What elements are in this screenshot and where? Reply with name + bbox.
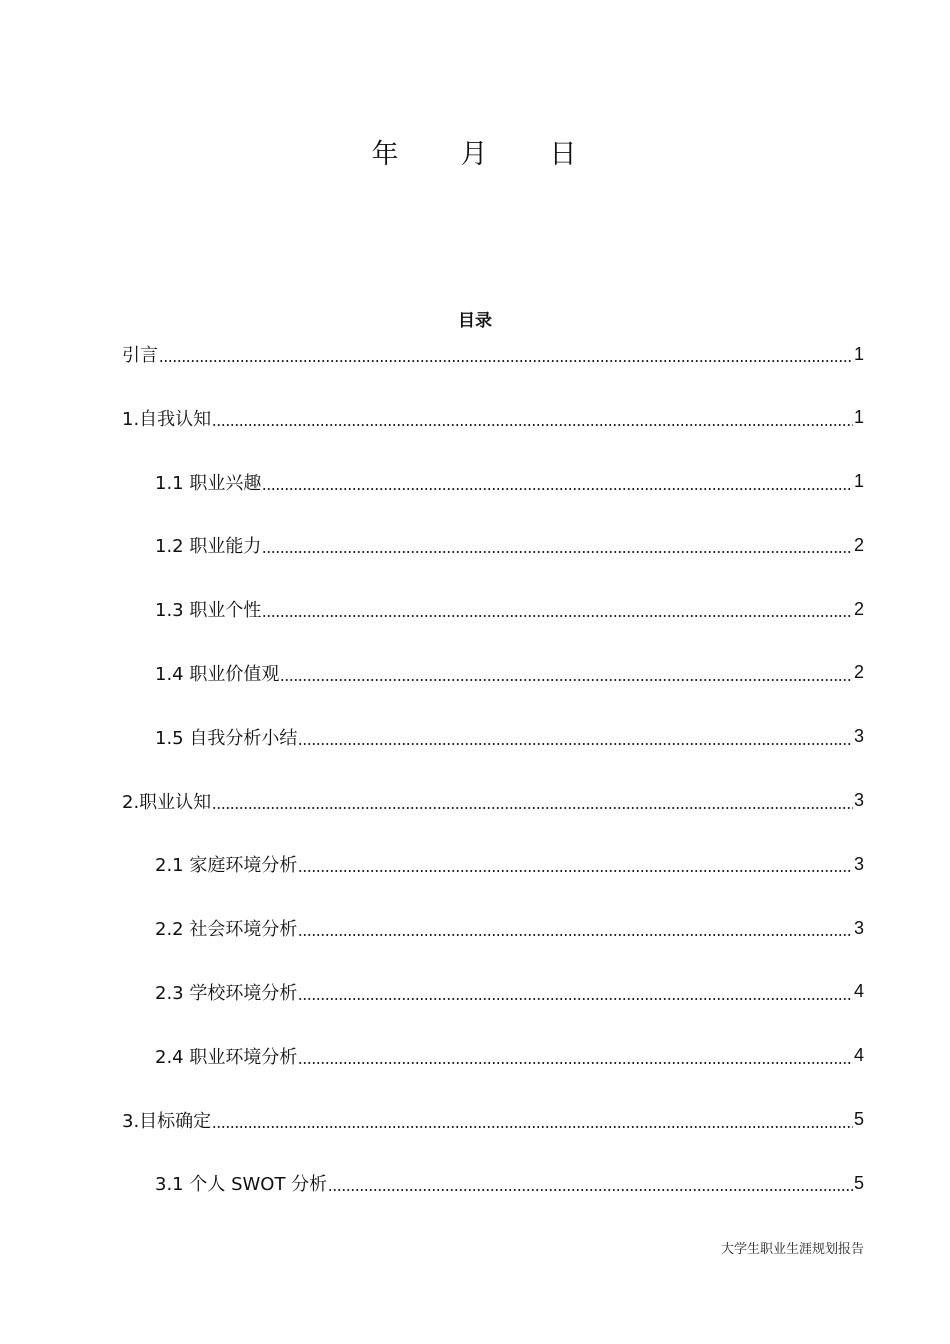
toc-entry-label: 1.1 职业兴趣 [155, 472, 262, 494]
toc-entry-row[interactable] [122, 785, 864, 817]
toc-entry[interactable] [122, 976, 864, 1040]
date-day: 日 [549, 139, 579, 170]
toc-entry-page-number: 3 [853, 917, 864, 938]
toc-dot-leader [262, 529, 853, 561]
toc-dot-leader [212, 785, 853, 817]
toc-entry-page-number: 1 [853, 343, 864, 364]
toc-entry-label: 2.3 学校环境分析 [155, 982, 298, 1004]
toc-entry-label: 1.2 职业能力 [155, 536, 262, 558]
toc-entry-row[interactable] [122, 1104, 864, 1136]
toc-entry[interactable] [122, 1104, 864, 1168]
toc-entry-row[interactable] [155, 466, 864, 498]
toc-entry-page-number: 1 [853, 471, 864, 492]
toc-entry-page-number: 2 [853, 662, 864, 683]
toc-dot-leader [298, 1040, 853, 1072]
toc-entry-label: 2.2 社会环境分析 [155, 919, 298, 941]
toc-entry-label: 1.4 职业价值观 [155, 663, 280, 685]
toc-entry-row[interactable] [155, 1040, 864, 1072]
toc-entry-page-number: 5 [853, 1172, 864, 1193]
toc-entry-row[interactable] [155, 976, 864, 1008]
toc-entry-label: 1.5 自我分析小结 [155, 727, 298, 749]
toc-entry-page-number: 4 [853, 1045, 864, 1066]
toc-entry-label: 3.目标确定 [122, 1110, 212, 1132]
toc-entry-row[interactable] [155, 593, 864, 625]
toc-dot-leader [298, 912, 853, 944]
toc-entry-row[interactable] [122, 338, 864, 370]
toc-entry[interactable] [122, 593, 864, 657]
date-month: 月 [460, 139, 490, 170]
toc-entry[interactable] [122, 721, 864, 785]
toc-title: 目录 [458, 311, 492, 331]
toc-entry-label: 1.3 职业个性 [155, 600, 262, 622]
toc-entry-page-number: 2 [853, 598, 864, 619]
toc-dot-leader [262, 593, 853, 625]
toc-entry-page-number: 5 [853, 1109, 864, 1130]
toc-dot-leader [212, 402, 853, 434]
toc-dot-leader [280, 657, 853, 689]
toc-entry[interactable] [122, 657, 864, 721]
toc-entry[interactable] [122, 338, 864, 402]
date-year: 年 [371, 139, 401, 170]
toc-entry-label: 2.职业认知 [122, 791, 212, 813]
toc-entry[interactable] [122, 848, 864, 912]
toc-entry-label: 1.自我认知 [122, 408, 212, 430]
toc-entry-page-number: 1 [853, 407, 864, 428]
toc-entry-row[interactable] [155, 721, 864, 753]
page-footer: 大学生职业生涯规划报告 [720, 1241, 864, 1256]
toc-entry[interactable] [122, 1167, 864, 1231]
toc-dot-leader [298, 721, 853, 753]
toc-entry-row[interactable] [155, 848, 864, 880]
toc-dot-leader [262, 466, 853, 498]
toc-entry-label: 2.4 职业环境分析 [155, 1046, 298, 1068]
toc-entry[interactable] [122, 1040, 864, 1104]
toc-entry-page-number: 3 [853, 726, 864, 747]
toc-dot-leader [159, 338, 853, 370]
toc-entry-row[interactable] [122, 402, 864, 434]
toc-dot-leader [298, 848, 853, 880]
toc-entry-row[interactable] [155, 912, 864, 944]
table-of-contents [122, 338, 864, 1231]
toc-entry[interactable] [122, 402, 864, 466]
toc-entry-label: 引言 [122, 345, 158, 366]
toc-entry-page-number: 2 [853, 534, 864, 555]
toc-entry-row[interactable] [155, 657, 864, 689]
toc-entry[interactable] [122, 785, 864, 849]
toc-entry-page-number: 3 [853, 790, 864, 811]
toc-entry-label: 2.1 家庭环境分析 [155, 855, 298, 877]
toc-dot-leader [212, 1104, 853, 1136]
toc-entry-row[interactable] [155, 1167, 864, 1199]
toc-dot-leader [298, 976, 853, 1008]
toc-entry-row[interactable] [155, 529, 864, 561]
toc-entry-page-number: 4 [853, 981, 864, 1002]
toc-dot-leader [328, 1167, 853, 1199]
toc-entry[interactable] [122, 529, 864, 593]
date-line [0, 132, 950, 171]
toc-entry-label: 3.1 个人 SWOT 分析 [155, 1174, 328, 1196]
toc-entry[interactable] [122, 466, 864, 530]
toc-entry[interactable] [122, 912, 864, 976]
toc-entry-page-number: 3 [853, 853, 864, 874]
